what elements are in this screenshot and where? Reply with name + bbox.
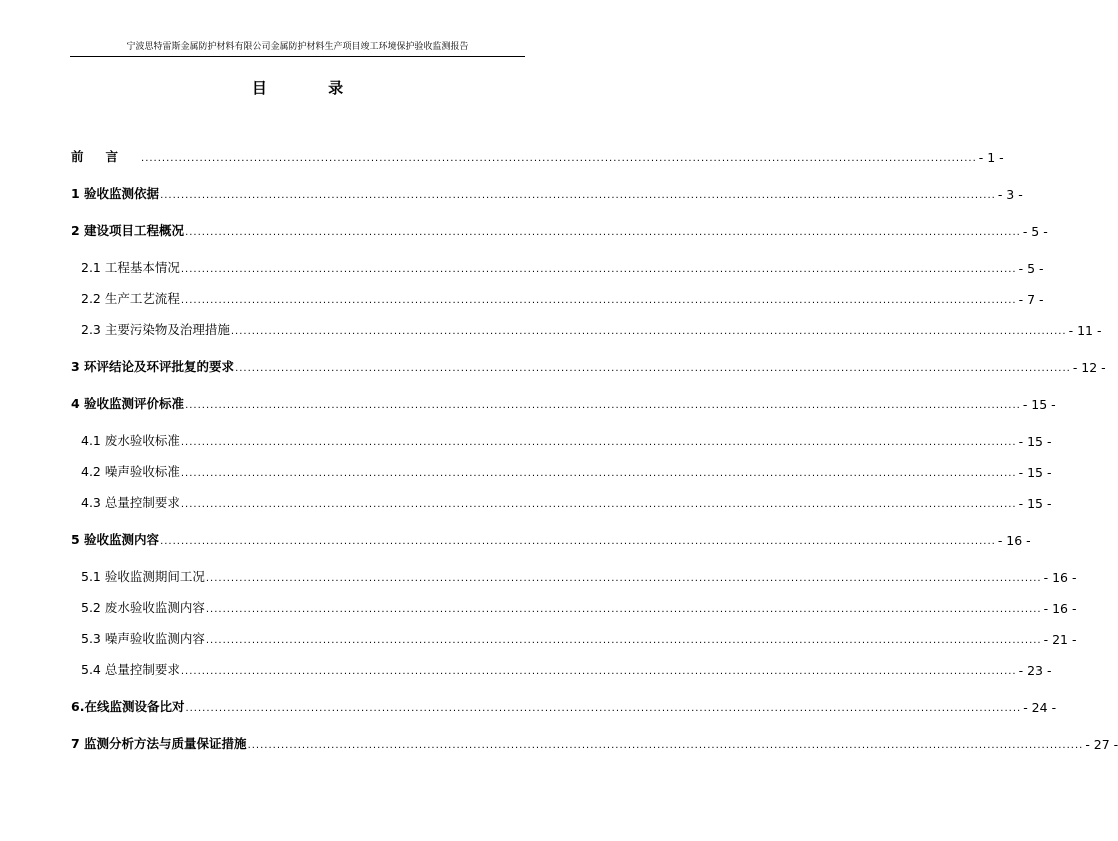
toc-entry-page: - 15 - (1022, 397, 1056, 412)
toc-dot-leader: ........................................................................................................................................................................................................ (230, 326, 1067, 337)
toc-dot-leader: ........................................................................................................................................................................................................ (235, 363, 1071, 374)
toc-dot-leader: ........................................................................................................................................................................................................ (185, 703, 1022, 714)
toc-entry-page: - 1 - (978, 150, 1004, 165)
toc-entry-page: - 21 - (1043, 632, 1077, 647)
toc-entry-page: - 27 - (1085, 737, 1118, 752)
toc-entry[interactable] (81, 493, 1052, 511)
toc-dot-leader: ........................................................................................................................................................................................................ (180, 666, 1017, 677)
toc-entry-label: 5.4 总量控制要求 (81, 662, 180, 677)
toc-dot-leader: ........................................................................................................................................................................................................ (180, 264, 1017, 275)
toc-entry-page: - 23 - (1018, 663, 1052, 678)
toc-dot-leader: ........................................................................................................................................................................................................ (180, 295, 1017, 306)
toc-entry[interactable] (81, 567, 1077, 585)
toc-entry-label: 2.3 主要污染物及治理措施 (81, 322, 230, 337)
toc-entry[interactable] (81, 462, 1052, 480)
toc-entry-label: 5.3 噪声验收监测内容 (81, 631, 205, 646)
toc-entry[interactable] (71, 147, 1004, 165)
toc-entry-page: - 15 - (1018, 434, 1052, 449)
toc-entry[interactable] (81, 660, 1052, 678)
toc-entry-label: 2.2 生产工艺流程 (81, 291, 180, 306)
toc-entry-label: 4.1 废水验收标准 (81, 433, 180, 448)
toc-entry[interactable] (81, 320, 1102, 338)
toc-entry-page: - 15 - (1018, 496, 1052, 511)
toc-entry[interactable] (81, 598, 1077, 616)
toc-entry-label: 1 验收监测依据 (71, 186, 160, 201)
toc-entry-page: - 16 - (997, 533, 1031, 548)
toc-entry[interactable] (81, 289, 1044, 307)
toc-entry-label: 5.2 废水验收监测内容 (81, 600, 205, 615)
running-header: 宁波思特雷斯金属防护材料有限公司金属防护材料生产项目竣工环境保护验收监测报告 (70, 40, 525, 57)
toc-dot-leader: ........................................................................................................................................................................................................ (180, 499, 1017, 510)
toc-dot-leader: ........................................................................................................................................................................................................ (185, 227, 1021, 238)
toc-entry[interactable] (81, 629, 1077, 647)
toc-entry-label: 4.3 总量控制要求 (81, 495, 180, 510)
page-title: 目 录 (251, 79, 372, 97)
toc-entry-page: - 24 - (1023, 700, 1057, 715)
toc-entry[interactable] (71, 394, 1056, 412)
toc-dot-leader: ........................................................................................................................................................................................................ (180, 468, 1017, 479)
toc-entry-page: - 5 - (1022, 224, 1048, 239)
toc-dot-leader: ........................................................................................................................................................................................................ (205, 573, 1042, 584)
toc-entry-label: 4 验收监测评价标准 (71, 396, 185, 411)
toc-entry-label: 7 监测分析方法与质量保证措施 (71, 736, 247, 751)
toc-entry[interactable] (81, 431, 1052, 449)
toc-entry-label: 4.2 噪声验收标准 (81, 464, 180, 479)
toc-entry[interactable] (81, 258, 1044, 276)
toc-entry-label: 2.1 工程基本情况 (81, 260, 180, 275)
toc-dot-leader: ........................................................................................................................................................................................................ (205, 604, 1042, 615)
toc-dot-leader: ........................................................................................................................................................................................................ (205, 635, 1042, 646)
toc-entry[interactable] (71, 221, 1048, 239)
toc-entry[interactable] (71, 734, 1118, 752)
toc-entry-page: - 3 - (997, 187, 1023, 202)
toc-dot-leader: ........................................................................................................................................................................................................ (160, 190, 996, 201)
toc-dot-leader: ........................................................................................................................................................................................................ (185, 400, 1021, 411)
toc-entry[interactable] (71, 357, 1106, 375)
toc-entry[interactable] (71, 184, 1023, 202)
toc-entry-label: 5.1 验收监测期间工况 (81, 569, 205, 584)
toc-entry-page: - 12 - (1072, 360, 1106, 375)
toc-entry-page: - 16 - (1043, 570, 1077, 585)
toc-dot-leader: ........................................................................................................................................................................................................ (180, 437, 1017, 448)
toc-entry-page: - 15 - (1018, 465, 1052, 480)
toc-entry-label: 6.在线监测设备比对 (71, 699, 185, 714)
toc-entry[interactable] (71, 530, 1031, 548)
toc-entry-page: - 11 - (1068, 323, 1102, 338)
toc-entry-page: - 7 - (1018, 292, 1044, 307)
toc-entry-page: - 5 - (1018, 261, 1044, 276)
toc-entry-label: 前言 (71, 149, 141, 164)
toc-dot-leader: ........................................................................................................................................................................................................ (141, 153, 977, 164)
toc-entry[interactable] (71, 697, 1057, 715)
toc-entry-page: - 16 - (1043, 601, 1077, 616)
toc-entry-label: 3 环评结论及环评批复的要求 (71, 359, 235, 374)
toc-dot-leader: ........................................................................................................................................................................................................ (247, 740, 1084, 751)
toc-entry-label: 2 建设项目工程概况 (71, 223, 185, 238)
toc-dot-leader: ........................................................................................................................................................................................................ (160, 536, 996, 547)
toc-entry-label: 5 验收监测内容 (71, 532, 160, 547)
